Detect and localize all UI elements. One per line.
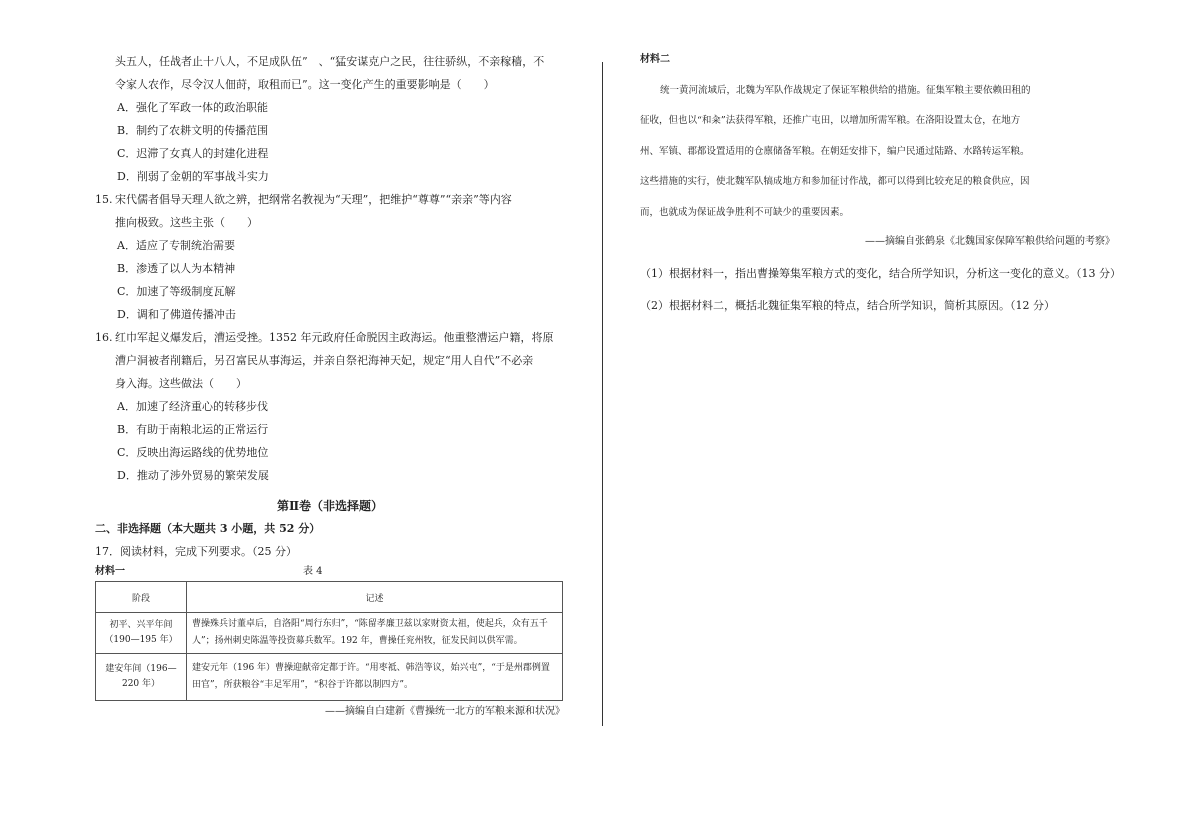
material2-label: 材料二 — [640, 54, 670, 65]
material2-line-2: 征收，但也以“和籴”法获得军粮，还推广屯田，以增加所需军粮。在洛阳设置太仓，在地方 — [640, 115, 1021, 126]
q15-stem-text-1: 宋代儒者倡导天理人欲之辨，把纲常名教视为“天理”，把维护“尊尊”“亲亲”等内容 — [115, 193, 512, 206]
material1-source: ——摘编自白建新《曹操统一北方的军粮来源和状况》 — [325, 706, 565, 717]
table-cell-stage: 初平、兴平年间（190—195 年） — [96, 613, 187, 654]
material2-line-1: 统一黄河流域后，北魏为军队作战规定了保证军粮供给的措施。征集军粮主要依赖田租的 — [660, 84, 1031, 96]
q16-number: 16. — [95, 331, 113, 344]
q14-continuation-line-2: 令家人农作，尽令汉人佃莳，取租而已”。这一变化产生的重要影响是（ ） — [115, 78, 495, 91]
q17-instruction: 17．阅读材料，完成下列要求。（25 分） — [95, 545, 297, 558]
q17-subquestion-2: （2）根据材料二，概括北魏征集军粮的特点，结合所学知识，简析其原因。（12 分） — [640, 299, 1055, 312]
q14-continuation-line-1: 头五人，任战者止十八人，不足成队伍” 、“猛安谋克户之民，往往骄纵，不亲稼穑，不 — [115, 55, 545, 68]
q14-option-d: D．削弱了金朝的军事战斗实力 — [117, 170, 269, 183]
material2-source: ——摘编自张鹤泉《北魏国家保障军粮供给问题的考察》 — [865, 236, 1115, 247]
column-divider — [602, 62, 603, 726]
q15-option-d: D．调和了佛道传播冲击 — [117, 308, 236, 321]
q15-stem-line-2: 推向极致。这些主张（ ） — [115, 216, 258, 229]
table-row — [96, 654, 563, 701]
q14-option-c: C．迟滞了女真人的封建化进程 — [117, 147, 269, 160]
q15-stem-line-1 — [95, 188, 565, 211]
part-two-heading: 二、非选择题（本大题共 3 小题，共 52 分） — [95, 522, 321, 535]
table-cell-description: 曹操殊兵讨董卓后，自洛阳“周行东归”，“陈留孝廉卫兹以家财资太祖，使起兵，众有五千人”；扬州刺史陈温等投资募兵数军。192 年，曹操任兖州牧，征发民间以供军需。 — [187, 613, 563, 654]
q16-option-b: B．有助于南粮北运的正常运行 — [117, 423, 269, 436]
q14-option-b: B．制约了农耕文明的传播范围 — [117, 124, 269, 137]
material2-line-3: 州、军镇、郡都设置适用的仓廪储备军粮。在朝廷安排下，编户民通过陆路、水路转运军粮。 — [640, 145, 1030, 157]
q16-option-d: D．推动了涉外贸易的繁荣发展 — [117, 469, 269, 482]
q14-option-a: A．强化了军政一体的政治职能 — [117, 101, 268, 114]
table-cell-stage: 建安年间（196—220 年） — [96, 654, 187, 701]
table-caption: 表 4 — [303, 566, 323, 577]
material1-table — [95, 581, 563, 701]
q15-option-c: C．加速了等级制度瓦解 — [117, 285, 236, 298]
table-row — [96, 613, 563, 654]
table-header-stage: 阶段 — [96, 582, 187, 613]
q16-stem-line-1 — [95, 326, 565, 349]
q16-stem-line-2: 漕户洞被者削籍后，另召富民从事海运，并亲自祭祀海神天妃，规定“用人自代”不必亲 — [115, 354, 534, 367]
q17-subquestion-1: （1）根据材料一，指出曹操筹集军粮方式的变化，结合所学知识，分析这一变化的意义。（13 分） — [640, 267, 1121, 280]
table-header-row — [96, 582, 563, 613]
material1-label: 材料一 — [95, 566, 125, 577]
q16-stem-text-1: 红巾军起义爆发后，漕运受挫。1352 年元政府任命脱因主政海运。他重整漕运户籍，将原 — [115, 331, 554, 344]
left-column — [95, 50, 565, 723]
material1-header — [95, 563, 565, 581]
q16-stem-line-3: 身入海。这些做法（ ） — [115, 377, 247, 390]
table-cell-description: 建安元年（196 年）曹操迎献帝定都于许。“用枣祗、韩浩等议，始兴屯”，“于是州郡例置田官”，所获粮谷“丰足军用”，“积谷于许都以制四方”。 — [187, 654, 563, 701]
q16-option-a: A．加速了经济重心的转移步伐 — [117, 400, 268, 413]
material2-line-4: 这些措施的实行，使北魏军队犒成地方和参加征讨作战，都可以得到比较充足的粮食供应，因 — [640, 176, 1030, 187]
q15-option-a: A．适应了专制统治需要 — [117, 239, 235, 252]
material2-line-5: 而，也就成为保证战争胜利不可缺少的重要因素。 — [640, 206, 850, 218]
table-header-description: 记述 — [187, 582, 563, 613]
right-column — [640, 50, 1121, 327]
q15-number: 15. — [95, 193, 113, 206]
q16-option-c: C．反映出海运路线的优势地位 — [117, 446, 269, 459]
section-ii-title: 第Ⅱ卷（非选择题） — [276, 499, 384, 513]
q15-option-b: B．渗透了以人为本精神 — [117, 262, 236, 275]
